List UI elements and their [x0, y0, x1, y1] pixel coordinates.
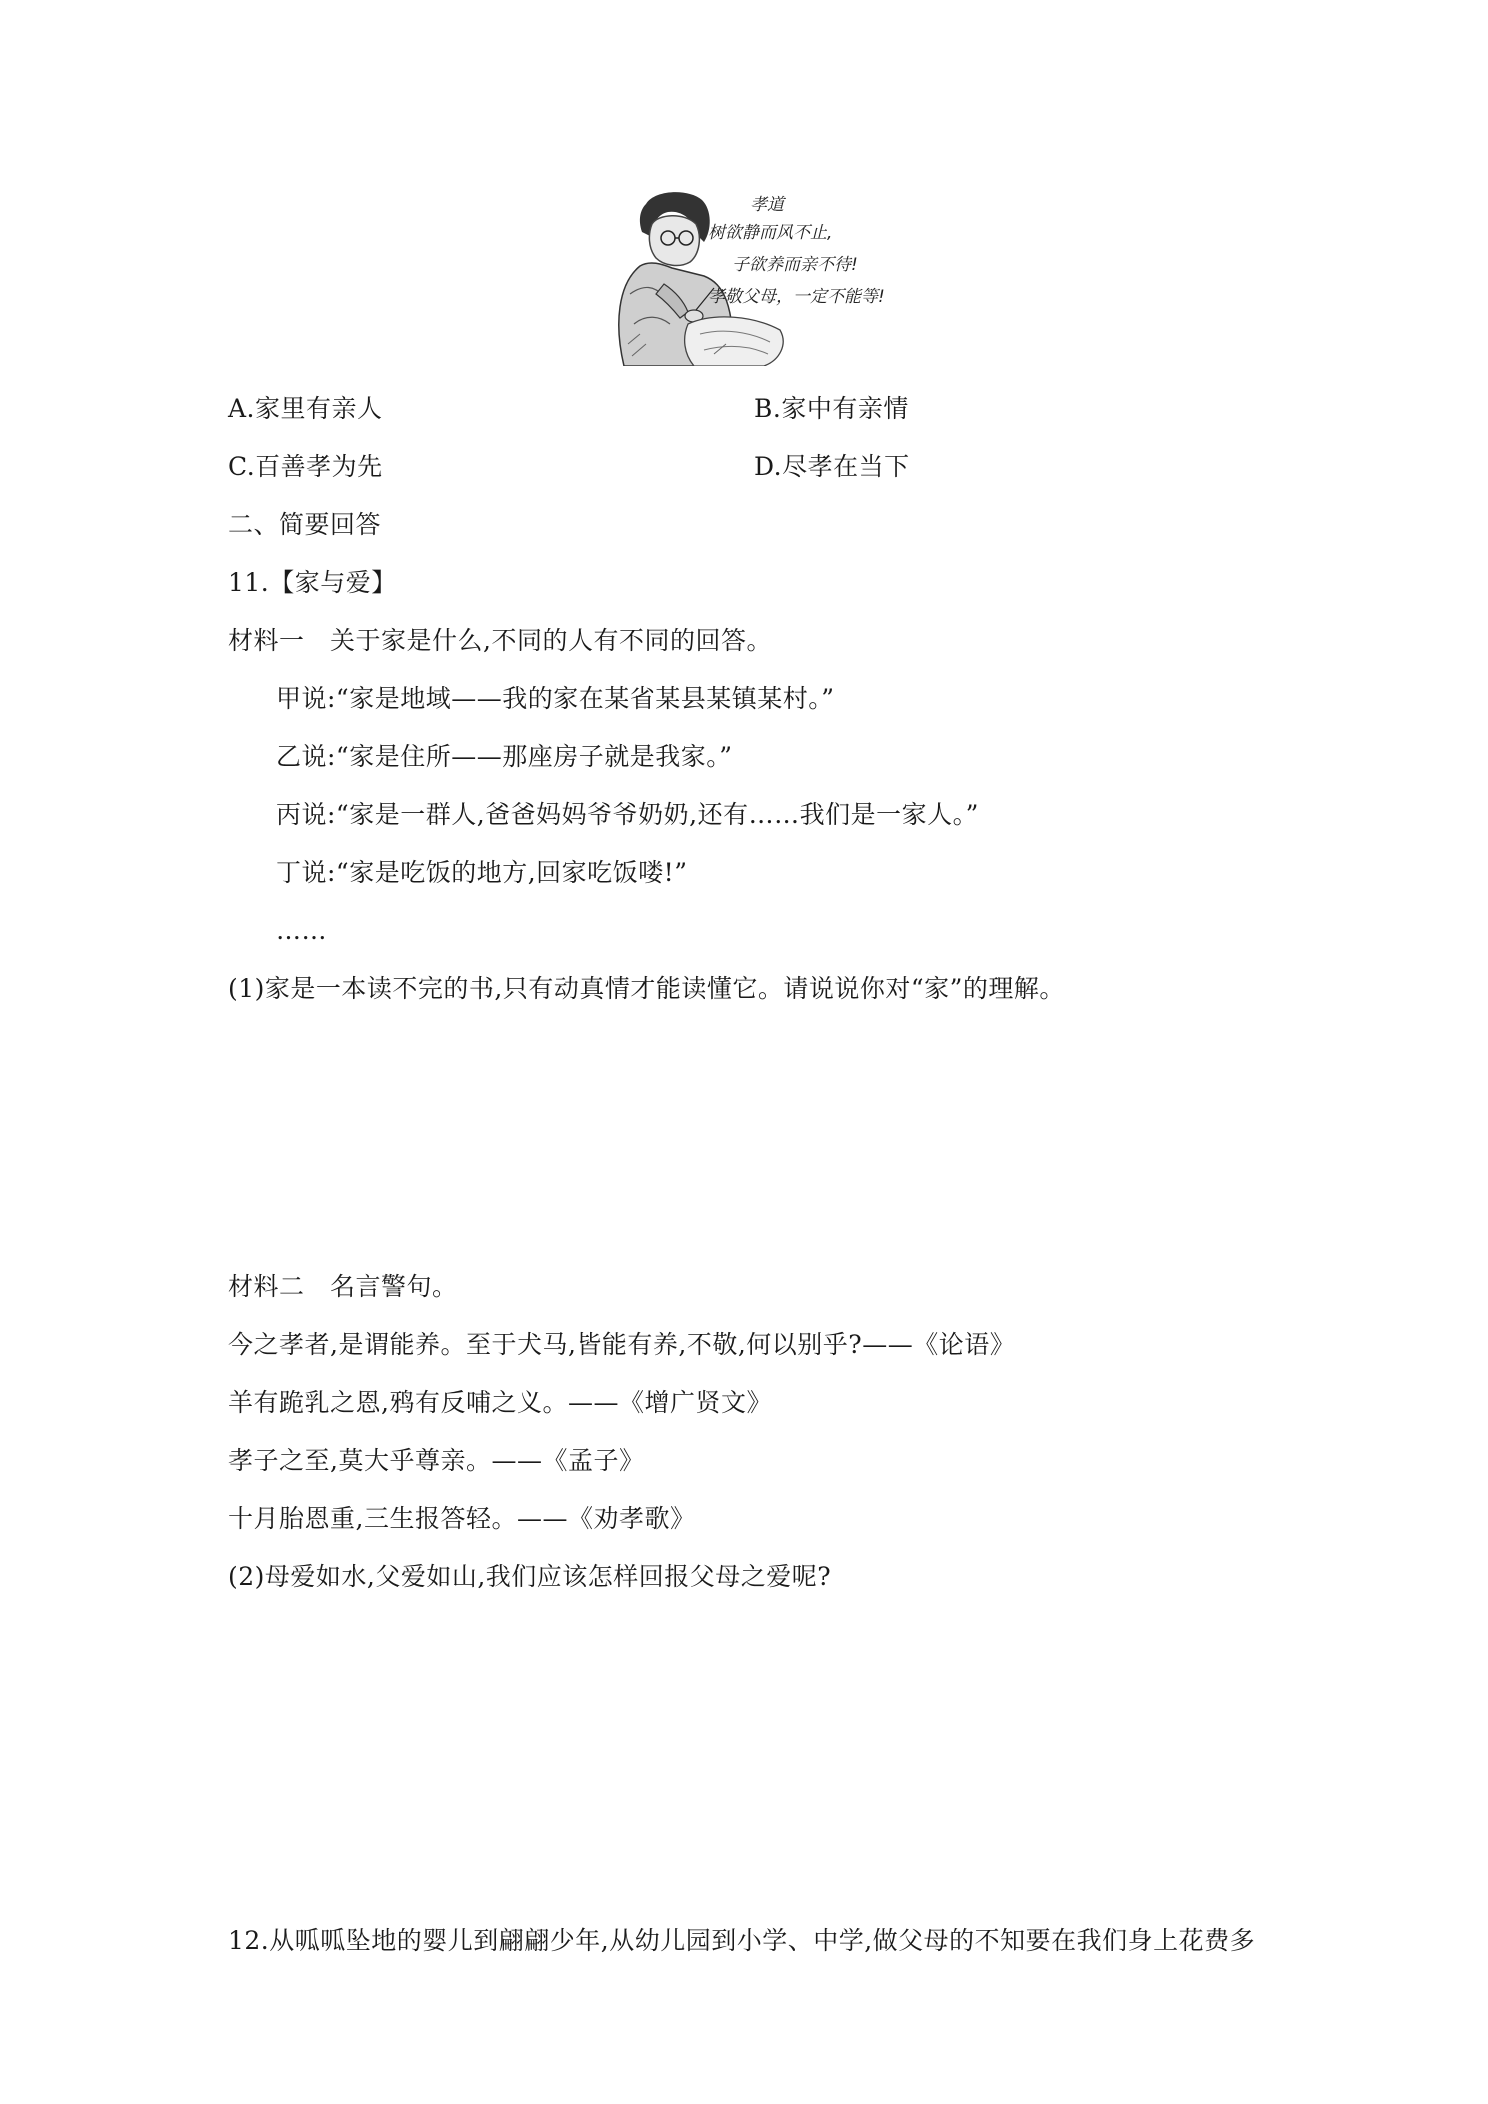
quote-lunyu: 今之孝者,是谓能养。至于犬马,皆能有养,不敬,何以别乎?——《论语》 [228, 1330, 1016, 1359]
section-heading: 二、简要回答 [228, 510, 382, 539]
answer-jia: 甲说:“家是地域——我的家在某省某县某镇某村。” [276, 684, 835, 713]
quote-quanxiaoge: 十月胎恩重,三生报答轻。——《劝孝歌》 [228, 1504, 696, 1533]
illustration-line-1: 树欲静而风不止, [708, 223, 833, 243]
illustration-line-2: 子欲养而亲不待! [732, 255, 858, 275]
sub-question-1: (1)家是一本读不完的书,只有动真情才能读懂它。请说说你对“家”的理解。 [228, 974, 1065, 1003]
illustration-line-3: 孝敬父母，一定不能等! [708, 287, 885, 307]
answer-ding: 丁说:“家是吃饭的地方,回家吃饭喽!” [276, 858, 688, 887]
filial-piety-illustration [584, 184, 920, 366]
material-2-intro: 材料二 名言警句。 [228, 1272, 458, 1301]
illustration-title: 孝道 [750, 195, 784, 215]
option-c: C.百善孝为先 [228, 452, 383, 481]
option-d: D.尽孝在当下 [754, 452, 910, 481]
quote-mengzi: 孝子之至,莫大乎尊亲。——《孟子》 [228, 1446, 645, 1475]
quote-zengguang: 羊有跪乳之恩,鸦有反哺之义。——《增广贤文》 [228, 1388, 772, 1417]
sub-question-2: (2)母爱如水,父爱如山,我们应该怎样回报父母之爱呢? [228, 1562, 832, 1591]
answer-yi: 乙说:“家是住所——那座房子就是我家。” [276, 742, 733, 771]
option-b: B.家中有亲情 [754, 394, 909, 423]
material-1-intro: 材料一 关于家是什么,不同的人有不同的回答。 [228, 626, 772, 655]
ellipsis: …… [276, 916, 327, 945]
option-a: A.家里有亲人 [228, 394, 383, 423]
question-11-heading: 11.【家与爱】 [228, 568, 397, 597]
answer-bing: 丙说:“家是一群人,爸爸妈妈爷爷奶奶,还有……我们是一家人。” [276, 800, 979, 829]
question-12: 12.从呱呱坠地的婴儿到翩翩少年,从幼儿园到小学、中学,做父母的不知要在我们身上花费多 [228, 1926, 1256, 1955]
